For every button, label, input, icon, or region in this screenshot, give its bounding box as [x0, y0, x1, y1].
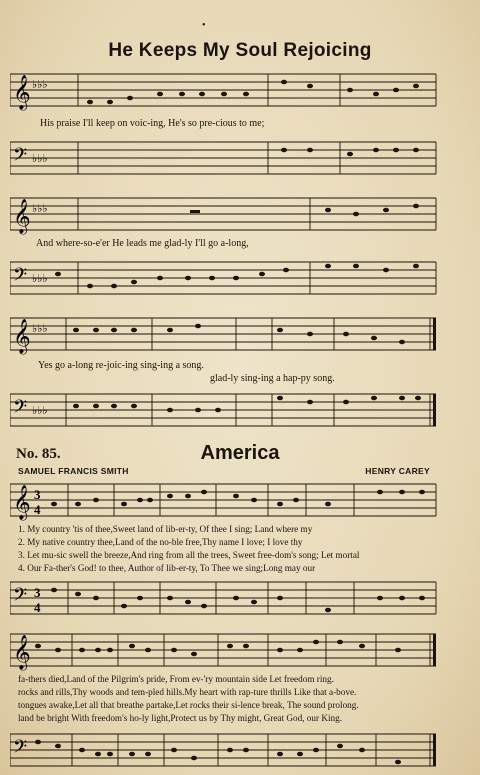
page-ornament: • [202, 20, 206, 31]
verse-3: 3. Let mu-sic swell the breeze,And ring from all the trees, Sweet free-dom's song; Let mortal [18, 550, 360, 560]
hymn-title-america: America [200, 442, 280, 464]
composer-credit: HENRY CAREY [365, 466, 430, 476]
verse-2-cont: rocks and rills,Thy woods and tem-pled hills.My heart with rap-ture thrills Like that a-bove. [18, 687, 357, 697]
lyric-line-2: And where-so-e'er He leads me glad-ly I'll go a-long, [36, 238, 249, 249]
svg-text:𝄢: 𝄢 [13, 144, 28, 169]
verse-4: 4. Our Fa-ther's God! to thee, Author of lib-er-ty, To Thee we sing;Long may our [18, 563, 316, 573]
svg-text:♭♭♭: ♭♭♭ [32, 153, 48, 165]
svg-text:4: 4 [34, 600, 41, 615]
svg-text:♭♭♭: ♭♭♭ [32, 273, 48, 285]
lyric-line-4: glad-ly sing-ing a hap-py song. [210, 373, 335, 384]
svg-text:𝄢: 𝄢 [13, 736, 28, 761]
treble-staff-2 [10, 192, 440, 236]
svg-text:♭♭♭: ♭♭♭ [32, 405, 48, 417]
verse-1-cont: fa-thers died,Land of the Pilgrim's pride, From ev-'ry mountain side Let freedom ring. [18, 674, 334, 684]
bass-staff-2 [10, 256, 440, 300]
hymn-number: No. 85. [16, 446, 61, 462]
bass-staff-america-2 [10, 728, 440, 772]
svg-text:𝄢: 𝄢 [13, 396, 28, 421]
bass-staff-america-1 [10, 576, 440, 620]
svg-text:3: 3 [34, 487, 41, 502]
svg-text:3: 3 [34, 585, 41, 600]
svg-text:𝄞: 𝄞 [13, 199, 31, 234]
author-credit: SAMUEL FRANCIS SMITH [18, 466, 129, 476]
hymn-title: He Keeps My Soul Rejoicing [108, 40, 372, 61]
svg-text:♭♭♭: ♭♭♭ [32, 323, 48, 335]
svg-text:♭♭♭: ♭♭♭ [32, 79, 48, 91]
verse-1: 1. My country 'tis of thee,Sweet land of lib-er-ty, Of thee I sing; Land where my [18, 524, 313, 534]
verse-3-cont: tongues awake,Let all that breathe partake,Let rocks their si-lence break, The sound prolong. [18, 700, 359, 710]
verse-4-cont: land be bright With freedom's ho-ly light,Protect us by Thy might, Great God, our King. [18, 713, 342, 723]
svg-text:𝄞: 𝄞 [13, 485, 31, 520]
treble-staff-3 [10, 312, 440, 356]
treble-staff-america-1 [10, 478, 440, 522]
svg-text:4: 4 [34, 502, 41, 517]
lyric-line-1: His praise I'll keep on voic-ing, He's so pre-cious to me; [40, 118, 265, 129]
bass-staff-1 [10, 136, 440, 180]
treble-staff-america-2 [10, 628, 440, 672]
svg-text:𝄞: 𝄞 [13, 635, 31, 670]
svg-text:𝄞: 𝄞 [13, 319, 31, 354]
svg-text:𝄞: 𝄞 [13, 75, 31, 110]
bass-staff-3 [10, 388, 440, 432]
lyric-line-3: Yes go a-long re-joic-ing sing-ing a song. [38, 360, 204, 371]
svg-text:♭♭♭: ♭♭♭ [32, 203, 48, 215]
treble-staff-1 [10, 68, 440, 112]
verse-2: 2. My native country thee,Land of the no-ble free,Thy name I love; I love thy [18, 537, 303, 547]
svg-text:𝄢: 𝄢 [13, 584, 28, 609]
svg-text:𝄢: 𝄢 [13, 264, 28, 289]
